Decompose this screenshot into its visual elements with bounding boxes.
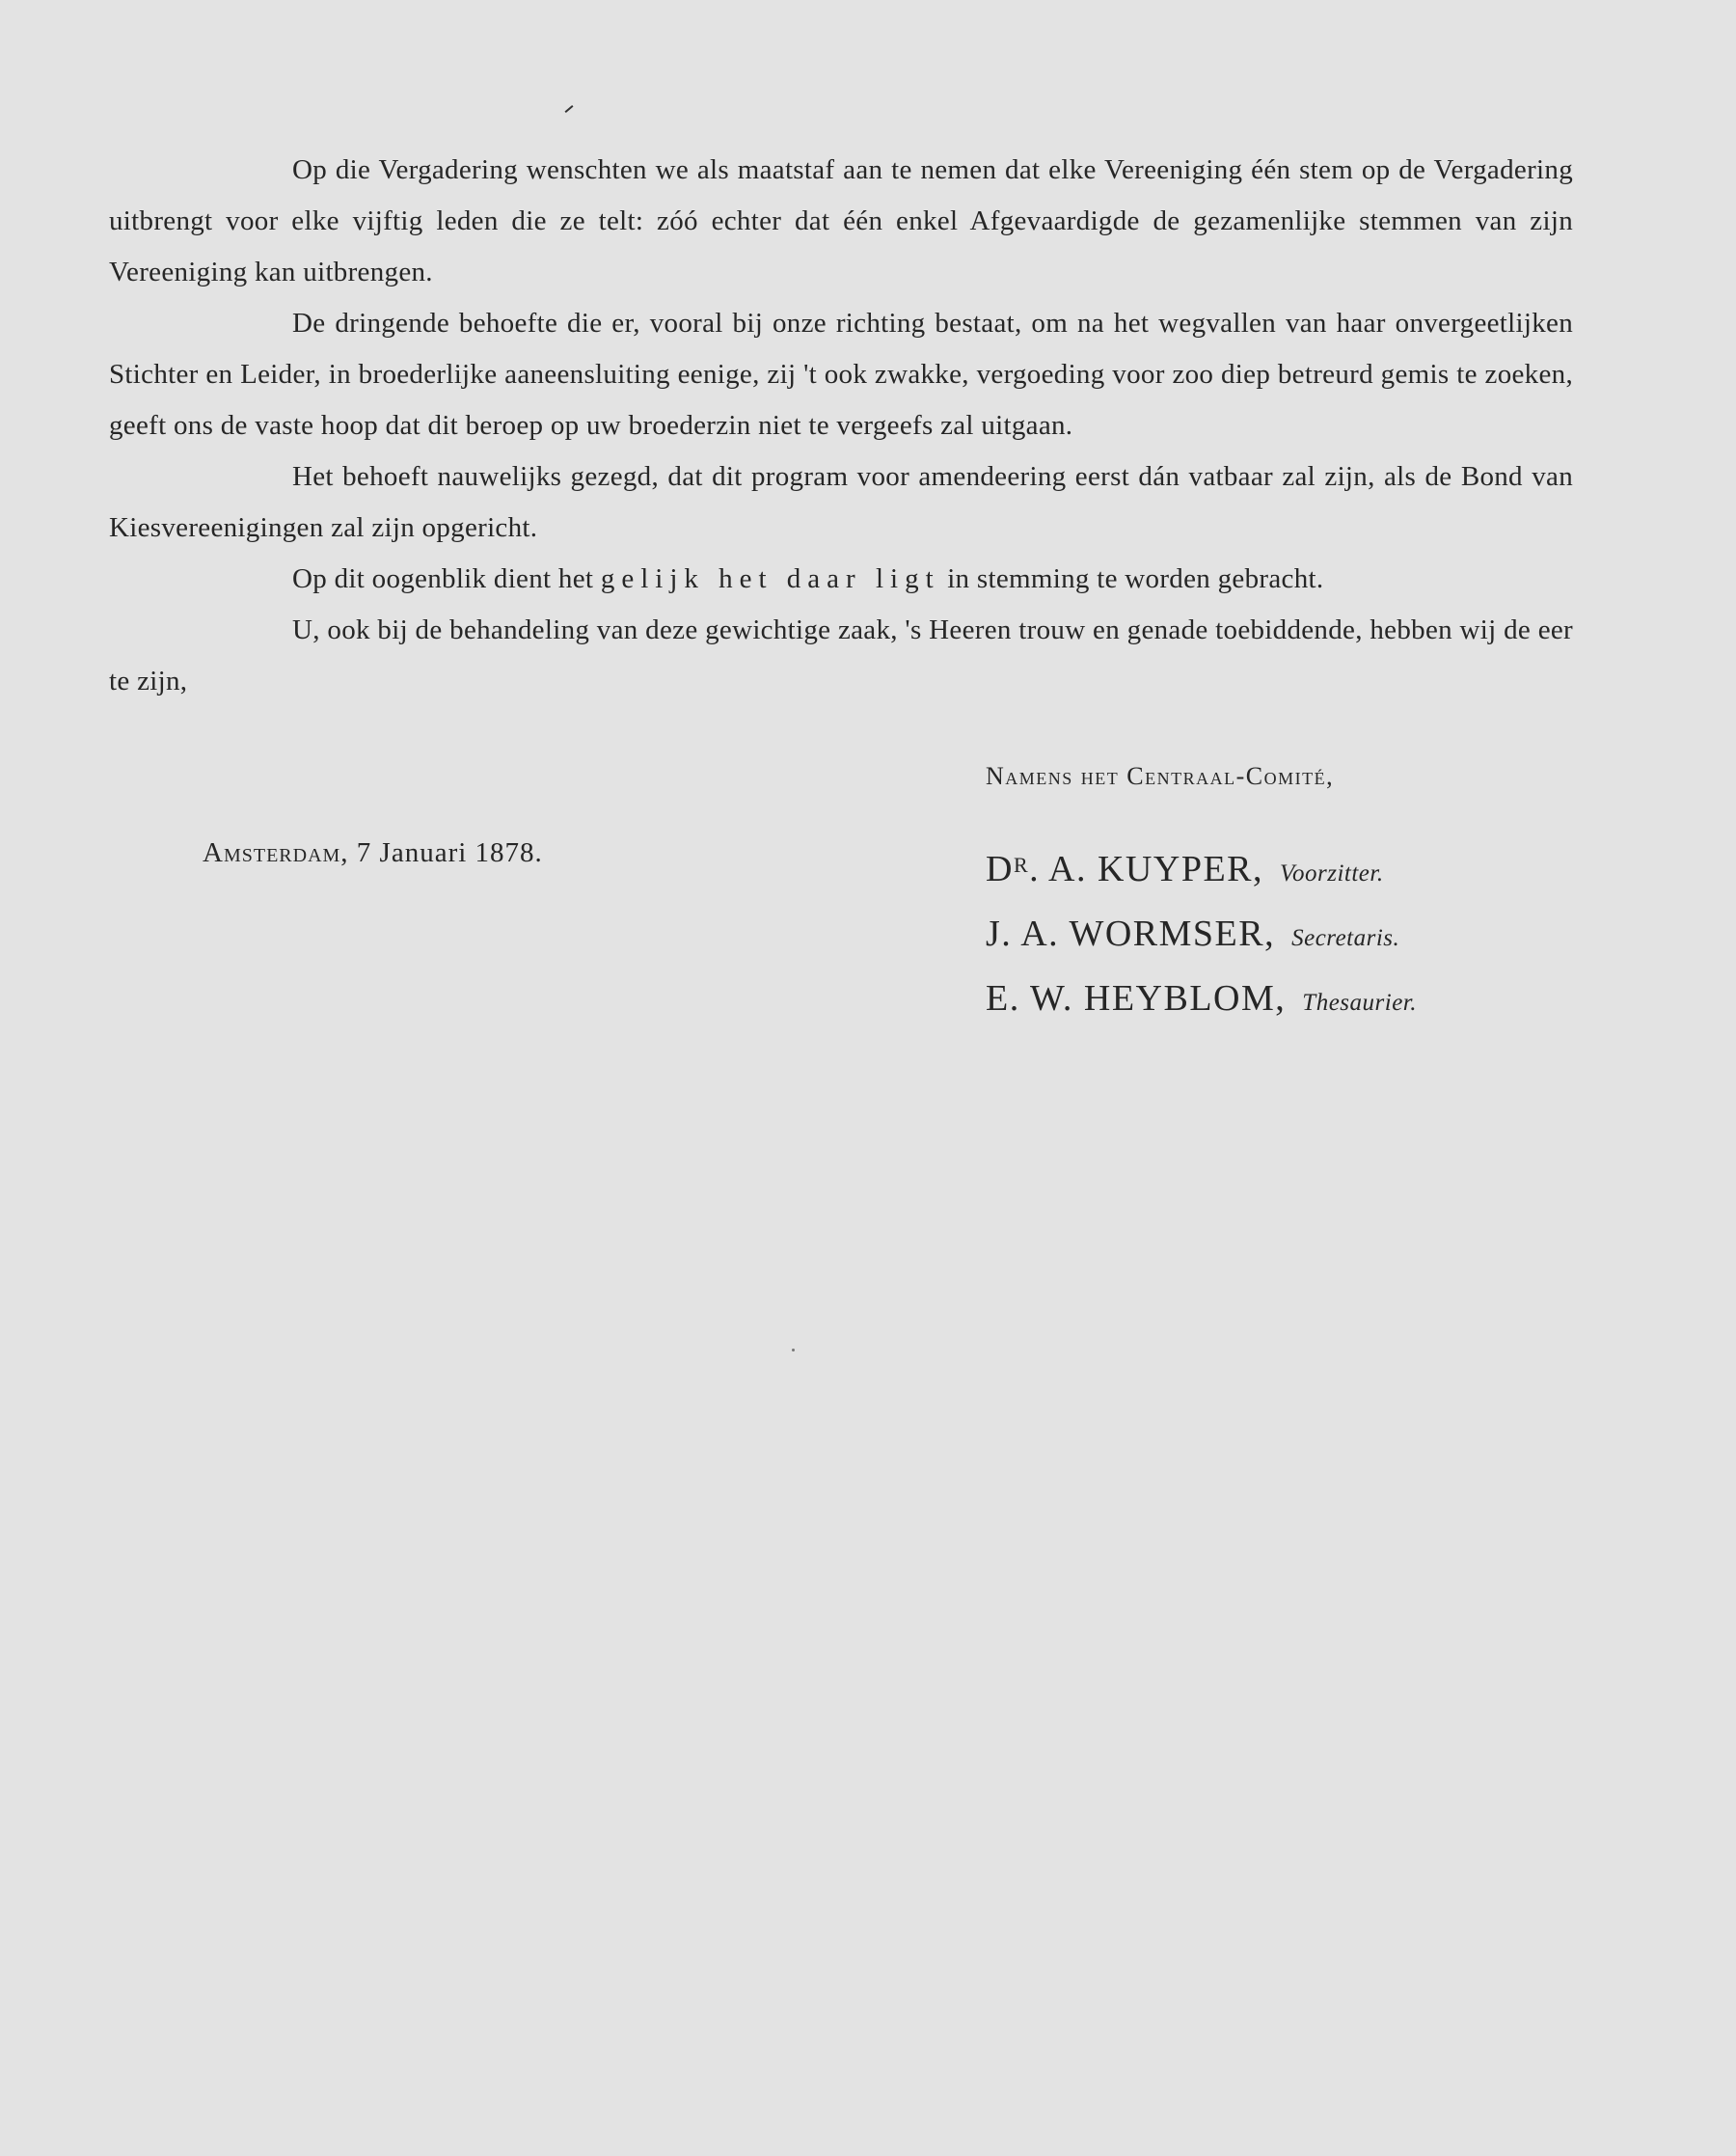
paragraph-amendment: Het behoeft nauwelijks gezegd, dat dit program voor amendeering eerst dán vatbaar zal zijn, als de Bond van Kiesvereenigingen zal zijn opgericht. (109, 461, 1573, 543)
paragraph-voting-now (109, 554, 1573, 605)
paragraph-voting-now-emphasis: gelijk het daar ligt (600, 563, 940, 594)
signatory-name: . A. KUYPER, (1029, 849, 1264, 889)
signatory-role: Thesaurier. (1302, 990, 1418, 1016)
signatory-kuyper (986, 839, 1584, 904)
paragraph-appeal: De dringende behoefte die er, vooral bij onze richting bestaat, om na het wegvallen van haar onvergeetlijken Stichter en Leider, in broederlijke aaneensluiting eenige, zij 't ook zwakke, vergoeding voor zoo diep betreurd gemis te zoeken, geeft ons de vaste hoop dat dit beroep op uw broederzin niet te vergeefs zal uitgaan. (109, 308, 1573, 441)
signature-block (986, 762, 1584, 1033)
signatory-role: Secretaris. (1291, 925, 1400, 951)
signatory-prefix-superscript: R (1013, 853, 1030, 877)
signatory-role: Voorzitter. (1280, 860, 1384, 887)
ink-tick-mark (565, 105, 574, 113)
namens-heading: Namens het Centraal-Comité, (986, 762, 1335, 790)
letter-date: 7 Januari 1878. (356, 837, 543, 868)
paragraph-voting-rule: Op die Vergadering wenschten we als maatstaf aan te nemen dat elke Vereeniging één stem op de Vergadering uitbrengt voor elke vijftig leden die ze telt: zóó echter dat één enkel Afgevaardigde de gezamenlijke stemmen van zijn Vereeniging kan uitbrengen. (109, 154, 1573, 287)
paragraph-voting-now-before: Op dit oogenblik dient het (292, 563, 594, 594)
signatory-name: J. A. WORMSER, (986, 914, 1276, 954)
letter-body (109, 145, 1573, 707)
signatory-heyblom (986, 969, 1584, 1033)
signatory-wormser (986, 904, 1584, 969)
place-and-date (203, 837, 543, 869)
place-name: Amsterdam, (203, 837, 349, 868)
signatory-name: E. W. HEYBLOM, (986, 978, 1287, 1019)
paragraph-closing: U, ook bij de behandeling van deze gewichtige zaak, 's Heeren trouw en genade toebiddende, hebben wij de eer te zijn, (109, 614, 1573, 696)
signatory-prefix: D (986, 849, 1014, 889)
paragraph-voting-now-after: in stemming te worden gebracht. (947, 563, 1324, 594)
paper-speck (792, 1349, 795, 1351)
